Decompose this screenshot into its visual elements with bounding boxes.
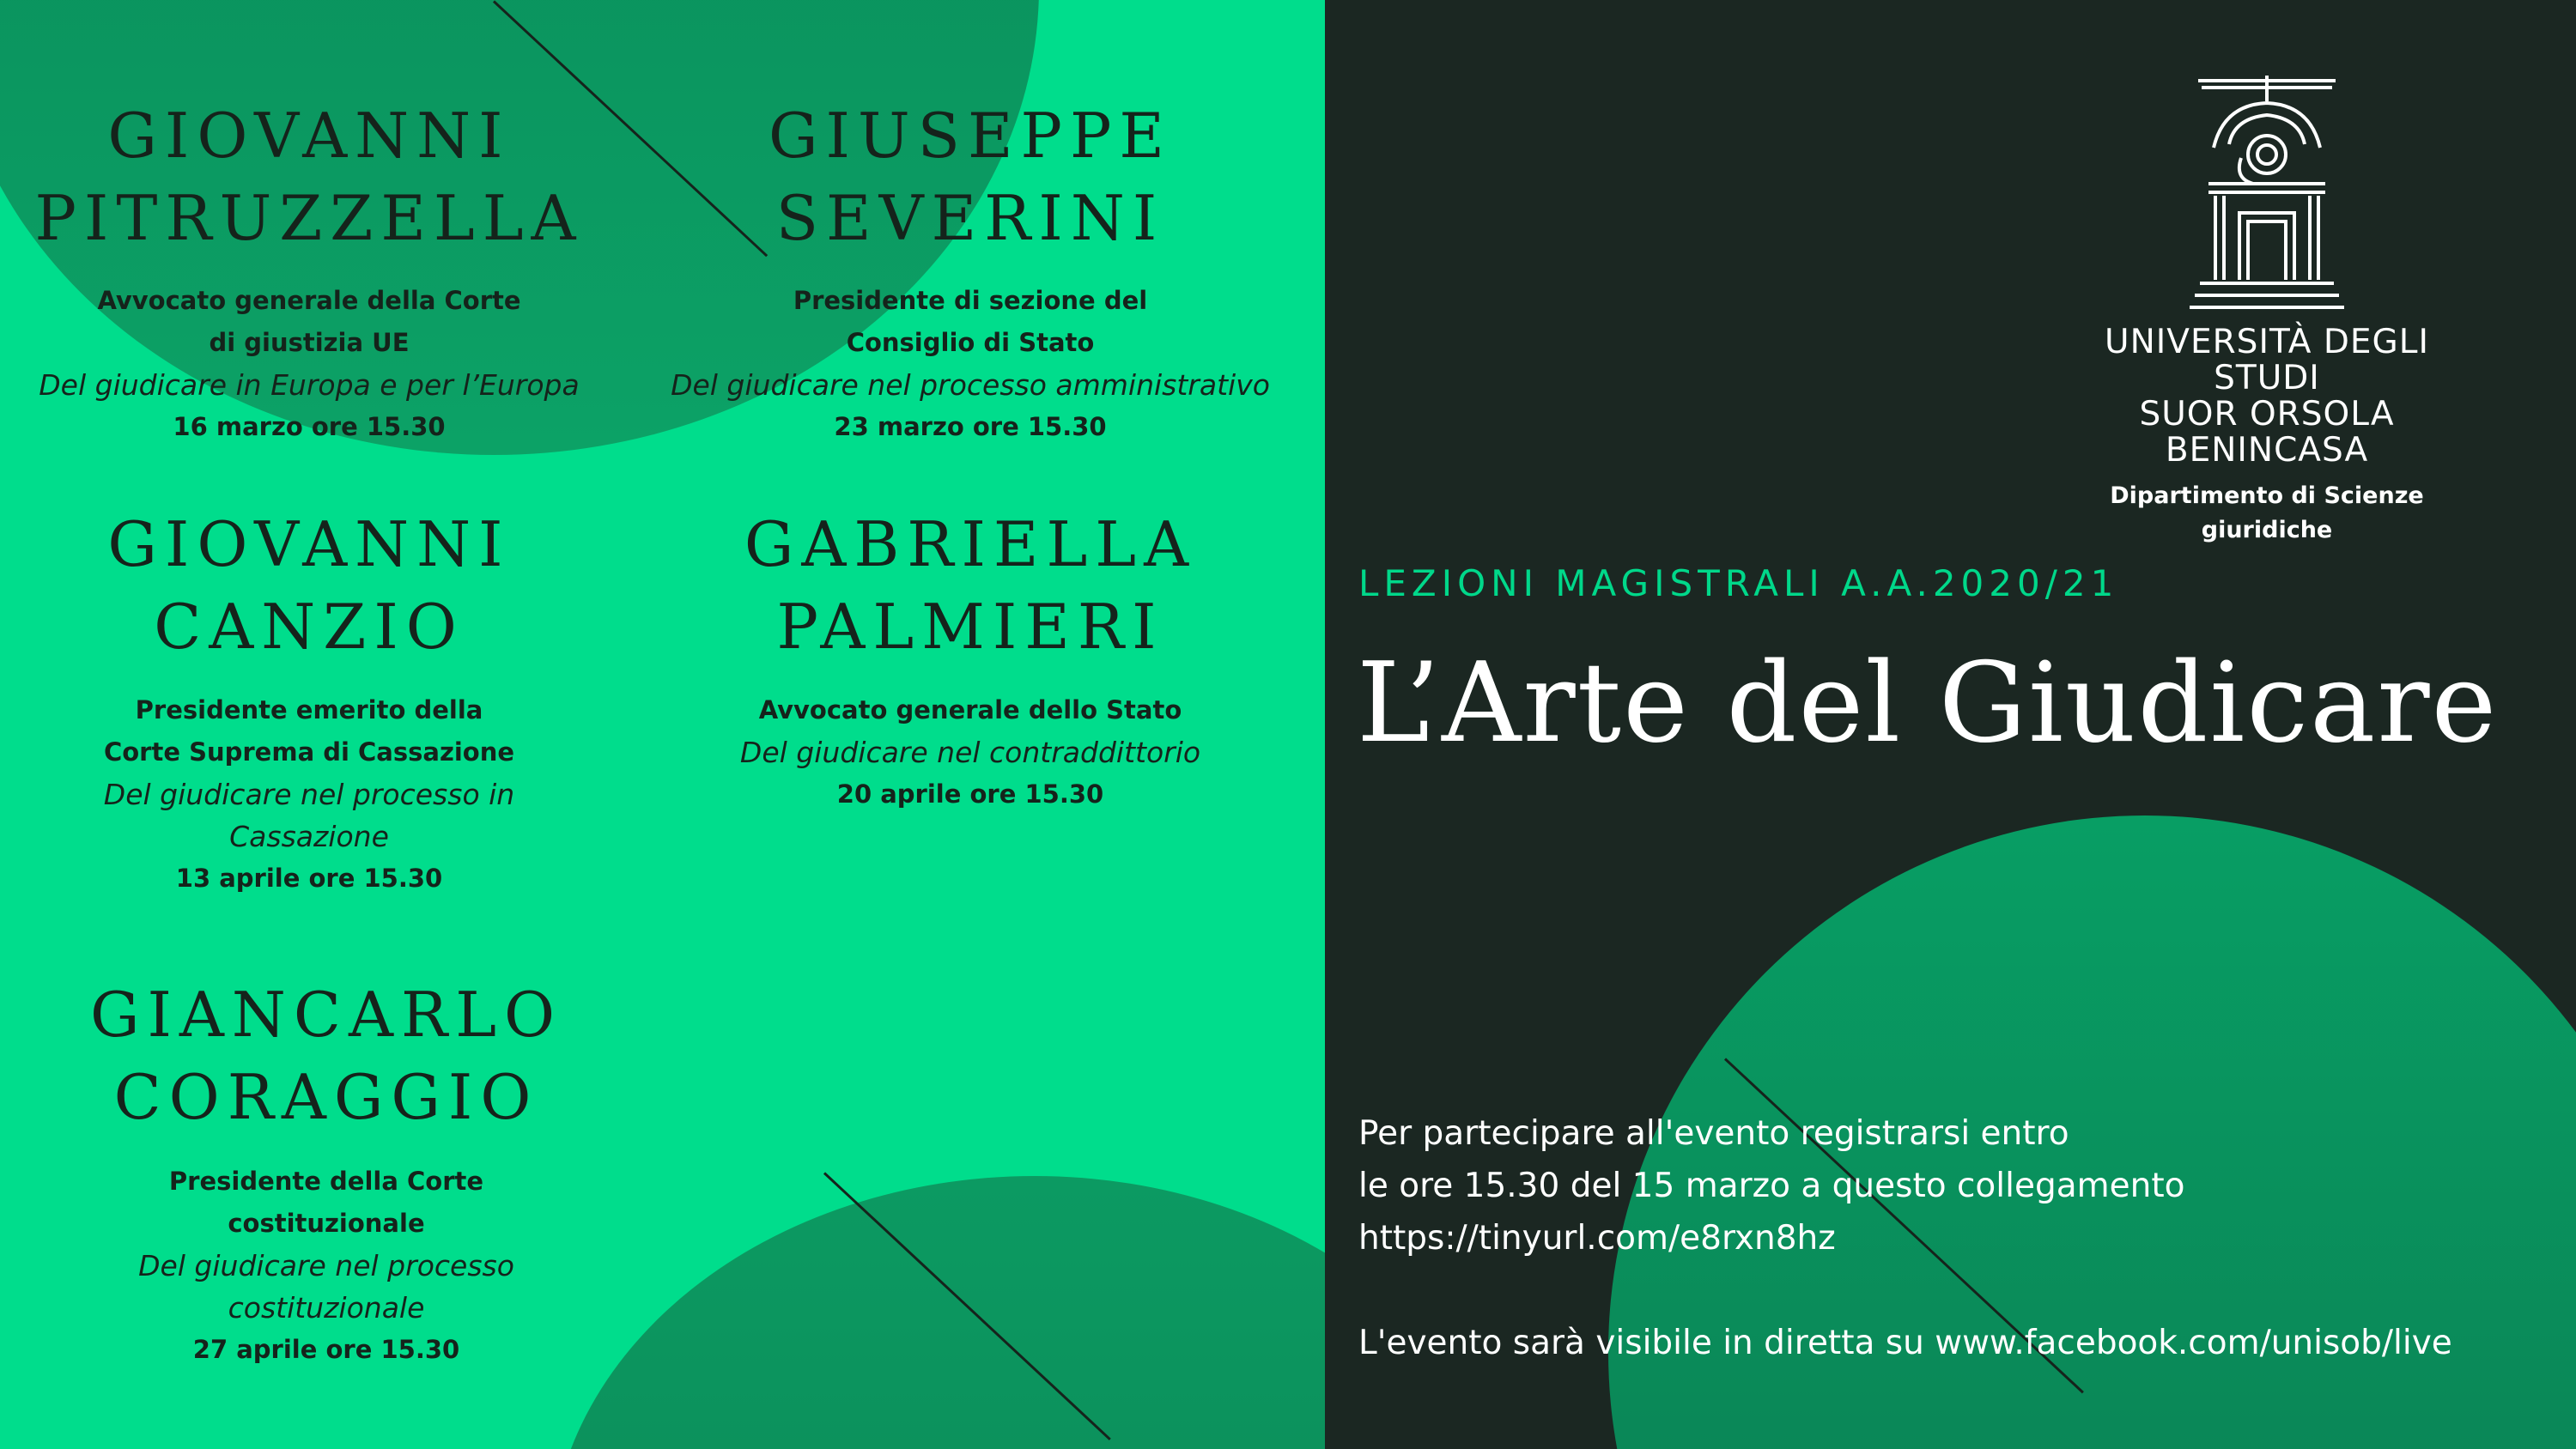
speaker-first-name: GIOVANNI xyxy=(107,508,511,580)
speaker-name xyxy=(52,973,601,1138)
registration-info xyxy=(1358,1107,2452,1369)
speaker-first-name: GIUSEPPE xyxy=(769,100,1172,172)
speaker-details xyxy=(17,280,601,448)
lecture-topic: Del giudicare nel processo amministrativo xyxy=(671,368,1270,402)
speaker-last-name: CORAGGIO xyxy=(113,1061,539,1133)
lecture-topic: Cassazione xyxy=(229,820,389,853)
speaker-role: Corte Suprema di Cassazione xyxy=(103,737,515,767)
speaker-role: Presidente di sezione del xyxy=(793,286,1148,315)
logo-line-1: UNIVERSITÀ DEGLI STUDI xyxy=(2105,323,2429,397)
spacer xyxy=(1358,1264,2452,1317)
lecture-topic: Del giudicare in Europa e per l’Europa xyxy=(39,368,580,402)
speaker-first-name: GIOVANNI xyxy=(107,100,511,172)
live-stream-info: L'evento sarà visibile in diretta su www.facebook.com/unisob/live xyxy=(1358,1324,2452,1362)
speaker-last-name: SEVERINI xyxy=(775,182,1165,254)
speaker-name xyxy=(34,503,584,668)
registration-link[interactable]: https://tinyurl.com/e8rxn8hz xyxy=(1358,1219,1836,1258)
department-name: Dipartimento di Scienze giuridiche xyxy=(2110,482,2424,543)
speaker-last-name: PALMIERI xyxy=(776,591,1164,663)
event-subtitle: LEZIONI MAGISTRALI A.A.2020/21 xyxy=(1358,562,2119,604)
speaker-name xyxy=(687,503,1254,668)
speaker-name xyxy=(34,94,584,259)
speaker-role: Avvocato generale dello Stato xyxy=(758,695,1182,724)
speaker-name xyxy=(687,94,1254,259)
lecture-date: 13 aprile ore 15.30 xyxy=(175,864,443,893)
speaker-details xyxy=(17,689,601,900)
speaker-role: Avvocato generale della Corte xyxy=(97,286,521,315)
lecture-date: 27 aprile ore 15.30 xyxy=(192,1335,460,1364)
speaker-last-name: CANZIO xyxy=(154,591,465,663)
lecture-date: 23 marzo ore 15.30 xyxy=(834,412,1107,441)
speaker-role: di giustizia UE xyxy=(209,328,410,357)
decor-circle-bottom xyxy=(550,1176,1325,1449)
lecture-date: 20 aprile ore 15.30 xyxy=(836,779,1104,809)
speaker-details xyxy=(635,689,1305,815)
speaker-role: Presidente della Corte xyxy=(168,1167,484,1196)
lecture-topic: costituzionale xyxy=(228,1291,425,1325)
university-building-icon xyxy=(2190,76,2344,312)
event-title: L’Arte del Giudicare xyxy=(1357,640,2499,767)
speaker-details xyxy=(34,1161,618,1371)
speaker-role: costituzionale xyxy=(228,1209,425,1238)
lecture-topic: Del giudicare nel processo xyxy=(138,1249,514,1282)
lecture-date: 16 marzo ore 15.30 xyxy=(173,412,446,441)
info-line-1: Per partecipare all'evento registrarsi entro xyxy=(1358,1114,2069,1153)
info-line-2: le ore 15.30 del 15 marzo a questo collegamento xyxy=(1358,1167,2185,1205)
lecture-topic: Del giudicare nel contraddittorio xyxy=(739,736,1201,769)
lecture-topic: Del giudicare nel processo in xyxy=(103,778,515,811)
logo-line-3: BENINCASA xyxy=(2165,431,2369,470)
logo-line-2: SUOR ORSOLA xyxy=(2139,395,2395,433)
speaker-last-name: PITRUZZELLA xyxy=(34,182,584,254)
speaker-role: Consiglio di Stato xyxy=(846,328,1095,357)
speaker-first-name: GABRIELLA xyxy=(744,508,1197,580)
speaker-role: Presidente emerito della xyxy=(135,695,483,724)
speaker-details xyxy=(635,280,1305,448)
university-logo xyxy=(2052,76,2482,543)
speaker-first-name: GIANCARLO xyxy=(89,979,563,1051)
